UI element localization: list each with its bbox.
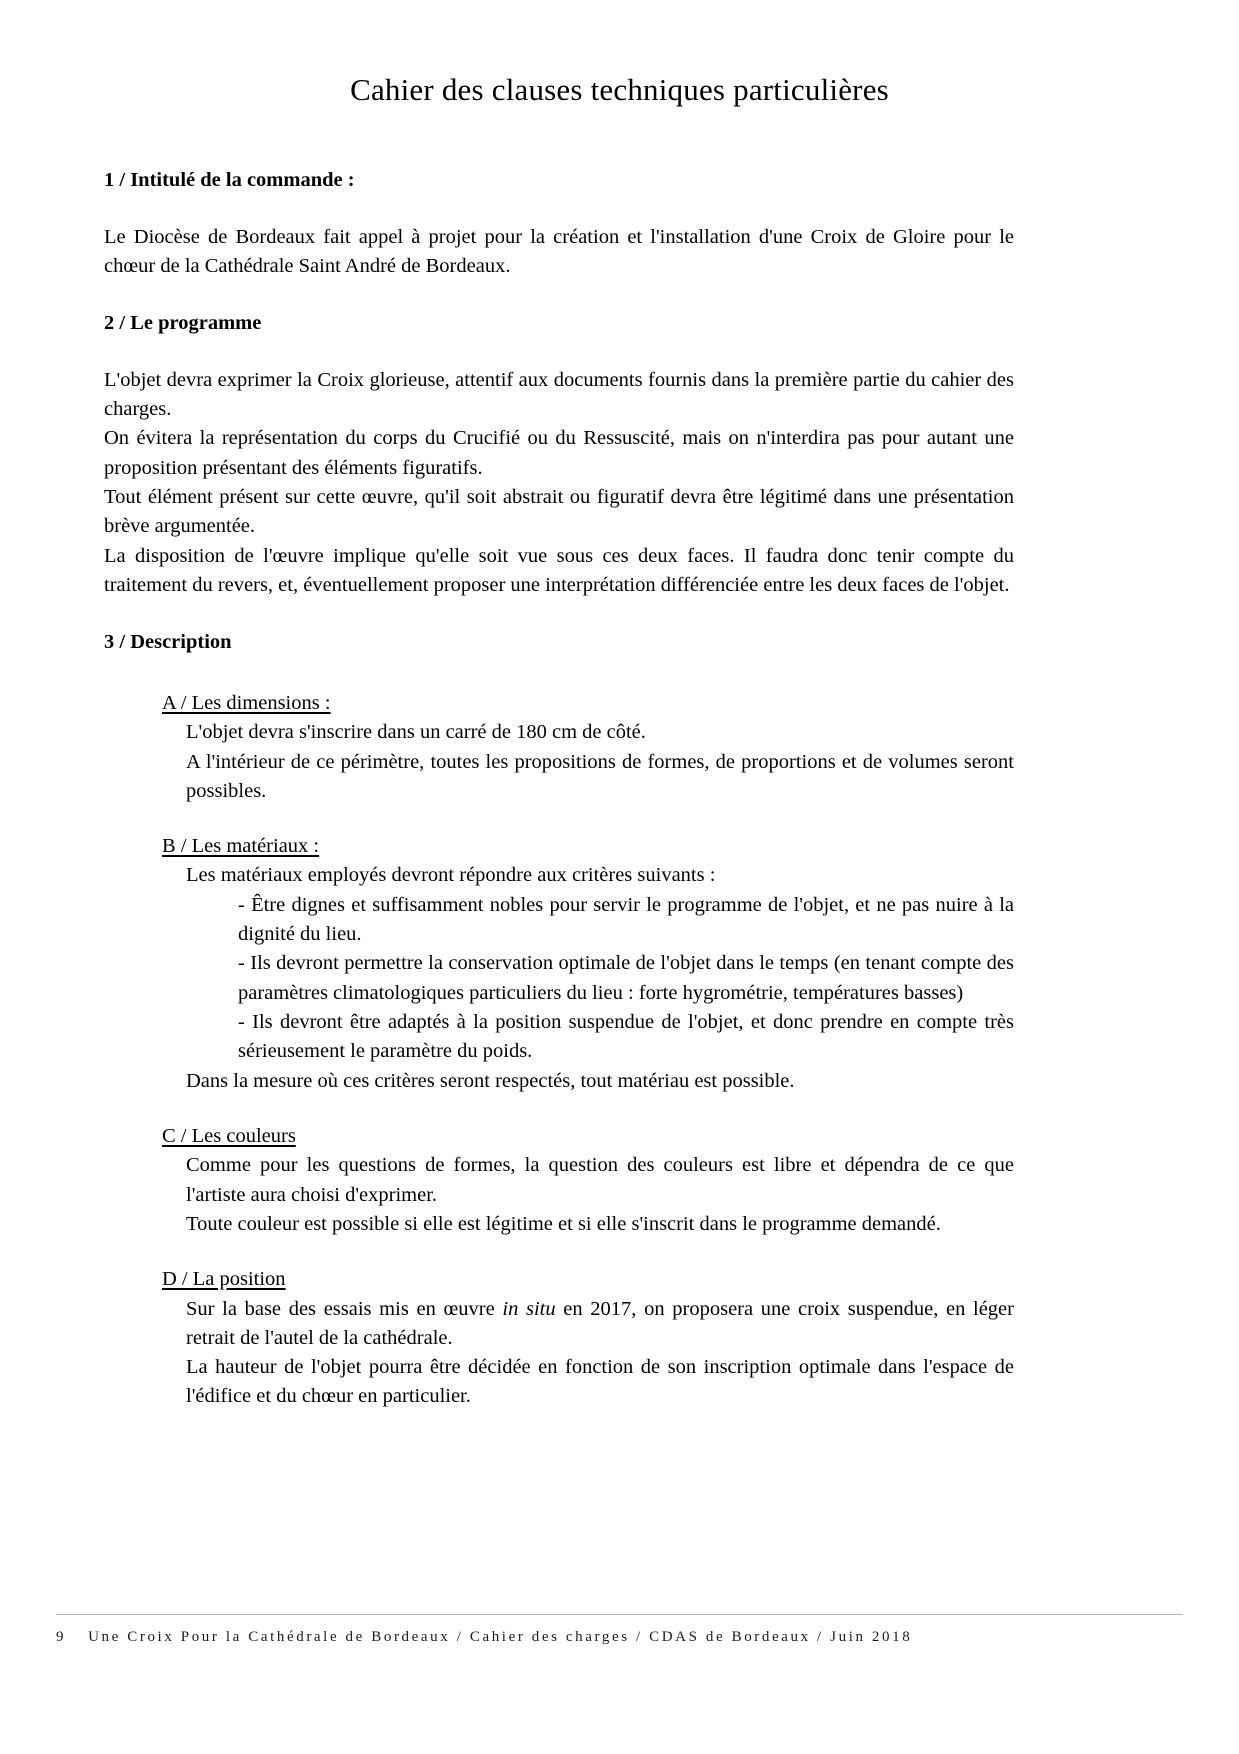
section-1-heading: 1 / Intitulé de la commande :: [104, 169, 355, 191]
footer-page-number: 9: [56, 1629, 67, 1645]
spacer: [104, 193, 1014, 223]
page-footer: [56, 1614, 1183, 1646]
spacer: [104, 806, 1014, 832]
subsection-a: [162, 689, 1014, 806]
footer-text: Une Croix Pour la Cathédrale de Bordeaux / Cahier des charges / CDAS de Bordeaux / Juin 2018: [88, 1629, 913, 1645]
subsection-d-heading: D / La position: [162, 1268, 286, 1291]
subsection-c-paragraph-1: Comme pour les questions de formes, la question des couleurs est libre et dépendra de ce que l'artiste aura choisi d'exprimer.: [186, 1154, 1014, 1206]
list-item: - Ils devront permettre la conservation optimale de l'objet dans le temps (en tenant compte des paramètres climatologiques particuliers du lieu : forte hygrométrie, températures basses): [238, 952, 1014, 1004]
section-2-paragraph-1: L'objet devra exprimer la Croix glorieuse, attentif aux documents fournis dans la première partie du cahier des charges.: [104, 368, 1014, 421]
section-2-paragraph-4: La disposition de l'œuvre implique qu'elle soit vue sous ces deux faces. Il faudra donc tenir compte du traitement du revers, et, éventuellement proposer une interprétation différenciée entre les deux faces de l'objet.: [104, 544, 1014, 596]
subsection-d-body: [186, 1295, 1014, 1412]
footer-divider: [56, 1614, 1183, 1615]
subsection-c-body: [186, 1151, 1014, 1239]
subsection-b-bullets: [238, 891, 1014, 1067]
section-2-paragraph-2: On évitera la représentation du corps du Crucifié ou du Ressuscité, mais on n'interdira pas pour autant une proposition présentant des éléments figuratifs.: [104, 427, 1014, 479]
subsection-b-intro: Les matériaux employés devront répondre aux critères suivants :: [186, 864, 716, 887]
section-2-heading: 2 / Le programme: [104, 312, 262, 335]
section-2: [104, 311, 1014, 600]
spacer: [104, 281, 1014, 311]
footer-content: [56, 1629, 1183, 1646]
subsection-a-paragraph-1: L'objet devra s'inscrire dans un carré de 180 cm de côté.: [186, 721, 646, 744]
subsection-d-text-after: en 2017, on proposera une croix suspendue, en léger retrait de l'autel de la cathédrale.: [186, 1297, 1014, 1349]
subsection-a-paragraph-2: A l'intérieur de ce périmètre, toutes les propositions de formes, de proportions et de volumes seront possibles.: [186, 750, 1014, 802]
subsection-d-italic-phrase: in situ: [502, 1297, 556, 1320]
section-1-paragraph: Le Diocèse de Bordeaux fait appel à projet pour la création et l'installation d'une Croix de Gloire pour le chœur de la Cathédrale Saint André de Bordeaux.: [104, 225, 1014, 277]
list-item: - Ils devront être adaptés à la position suspendue de l'objet, et donc prendre en compte très sérieusement le paramètre du poids.: [238, 1011, 1014, 1063]
section-2-paragraph-3: Tout élément présent sur cette œuvre, qu'il soit abstrait ou figuratif devra être légitimé dans une présentation brève argumentée.: [104, 486, 1014, 538]
section-3: [104, 630, 1014, 655]
subsection-a-heading: A / Les dimensions :: [162, 691, 331, 714]
list-item: - Être dignes et suffisamment nobles pour servir le programme de l'objet, et ne pas nuire à la dignité du lieu.: [238, 893, 1014, 946]
spacer: [104, 600, 1014, 630]
subsection-b-outro: Dans la mesure où ces critères seront respectés, tout matériau est possible.: [186, 1069, 795, 1092]
subsection-c-paragraph-2: Toute couleur est possible si elle est légitime et si elle s'inscrit dans le programme demandé.: [186, 1212, 941, 1235]
subsection-d-paragraph-1: [186, 1295, 1014, 1354]
spacer: [104, 1239, 1014, 1265]
subsection-d-paragraph-2: La hauteur de l'objet pourra être décidée en fonction de son inscription optimale dans l'espace de l'édifice et du chœur en particulier.: [186, 1356, 1014, 1408]
spacer: [104, 1096, 1014, 1122]
subsection-d-text-before: Sur la base des essais mis en œuvre: [186, 1297, 503, 1320]
subsection-b-heading: B / Les matériaux :: [162, 835, 320, 858]
spacer: [104, 655, 1014, 689]
section-1: [104, 168, 1014, 281]
document-body: [104, 168, 1014, 1412]
subsection-c: [162, 1122, 1014, 1239]
section-3-heading: 3 / Description: [104, 631, 232, 654]
spacer: [104, 336, 1014, 366]
subsection-b: [162, 832, 1014, 1096]
subsection-c-heading: C / Les couleurs: [162, 1124, 296, 1147]
page-title: Cahier des clauses techniques particulières: [350, 72, 889, 107]
subsection-b-body: [186, 861, 1014, 1096]
subsection-d: [162, 1265, 1014, 1412]
subsection-a-body: [186, 718, 1014, 806]
